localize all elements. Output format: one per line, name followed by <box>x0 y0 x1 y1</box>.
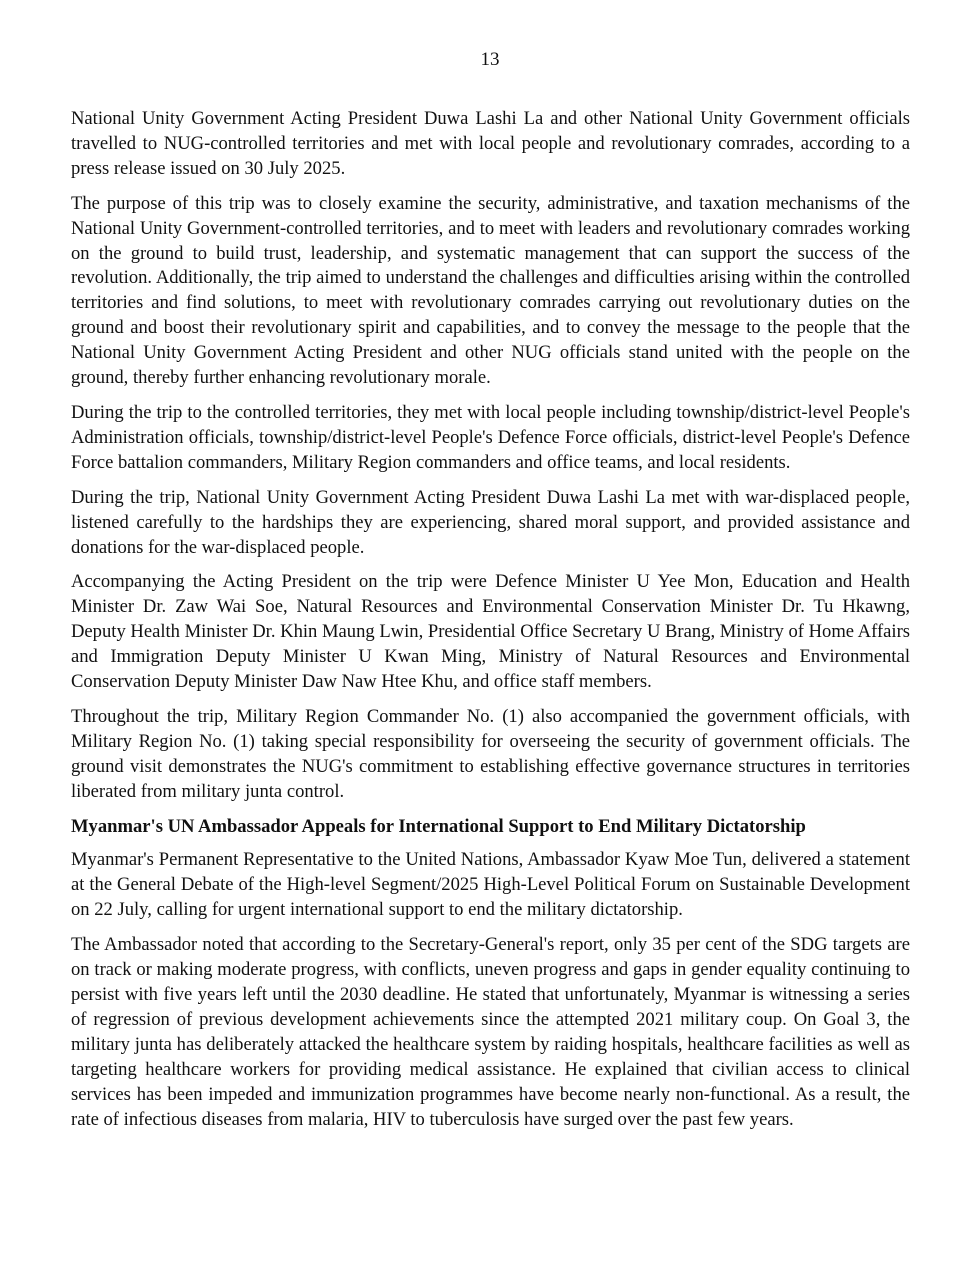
body-paragraph: Throughout the trip, Military Region Commander No. (1) also accompanied the government officials, with Military Region No. (1) taking special responsibility for overseeing the security of government officials. The ground visit demonstrates the NUG's commitment to establishing effective governance structures in territories liberated from military junta control. <box>71 705 910 802</box>
body-paragraph: During the trip, National Unity Government Acting President Duwa Lashi La met with war-displaced people, listened carefully to the hardships they are experiencing, shared moral support, and provided assistance and donations for the war-displaced people. <box>71 486 910 558</box>
body-paragraph: The purpose of this trip was to closely examine the security, administrative, and taxation mechanisms of the National Unity Government-controlled territories, and to meet with leaders and revolutionary comrades working on the ground to build trust, leadership, and systematic management that can support the success of the revolution. Additionally, the trip aimed to understand the challenges and difficulties arising within the controlled territories and find solutions, to meet with revolutionary comrades carrying out revolutionary duties on the ground and boost their revolutionary spirit and capabilities, and to convey the message to the people that the National Unity Government Acting President and other NUG officials stand united with the people on the ground, thereby further enhancing revolutionary morale. <box>71 192 910 389</box>
body-paragraph: The Ambassador noted that according to the Secretary-General's report, only 35 per cent of the SDG targets are on track or making moderate progress, with conflicts, uneven progress and gaps in gender equality continuing to persist with five years left until the 2030 deadline. He stated that unfortunately, Myanmar is witnessing a series of regression of previous development achievements since the attempted 2021 military coup. On Goal 3, the military junta has deliberately attacked the healthcare system by raiding hospitals, healthcare facilities as well as targeting healthcare workers for providing medical assistance. He explained that civilian access to clinical services has been impeded and immunization programmes have become nearly non-functional. As a result, the rate of infectious diseases from malaria, HIV to tuberculosis have surged over the past few years. <box>71 934 910 1130</box>
section-heading: Myanmar's UN Ambassador Appeals for International Support to End Military Dictatorship <box>71 815 806 837</box>
body-paragraph: National Unity Government Acting President Duwa Lashi La and other National Unity Government officials travelled to NUG-controlled territories and met with local people and revolutionary comrades, according to a press release issued on 30 July 2025. <box>71 108 910 179</box>
body-paragraph: Myanmar's Permanent Representative to the United Nations, Ambassador Kyaw Moe Tun, delivered a statement at the General Debate of the High-level Segment/2025 High-Level Political Forum on Sustainable Development on 22 July, calling for urgent international support to end the military dictatorship. <box>71 849 910 921</box>
body-paragraph: Accompanying the Acting President on the trip were Defence Minister U Yee Mon, Education and Health Minister Dr. Zaw Wai Soe, Natural Resources and Environmental Conservation Minister Dr. Tu Hkawng, Deputy Health Minister Dr. Khin Maung Lwin, Presidential Office Secretary U Brang, Ministry of Home Affairs and Immigration Deputy Minister U Kwan Ming, Ministry of Natural Resources and Environmental Conservation Deputy Minister Daw Naw Htee Khu, and office staff members. <box>71 571 910 693</box>
page-body <box>71 107 910 1142</box>
body-paragraph: During the trip to the controlled territories, they met with local people including township/district-level People's Administration officials, township/district-level People's Defence Force officials, district-level People's Defence Force battalion commanders, Military Region commanders and office teams, and local residents. <box>71 401 910 473</box>
page-number: 13 <box>480 49 500 70</box>
